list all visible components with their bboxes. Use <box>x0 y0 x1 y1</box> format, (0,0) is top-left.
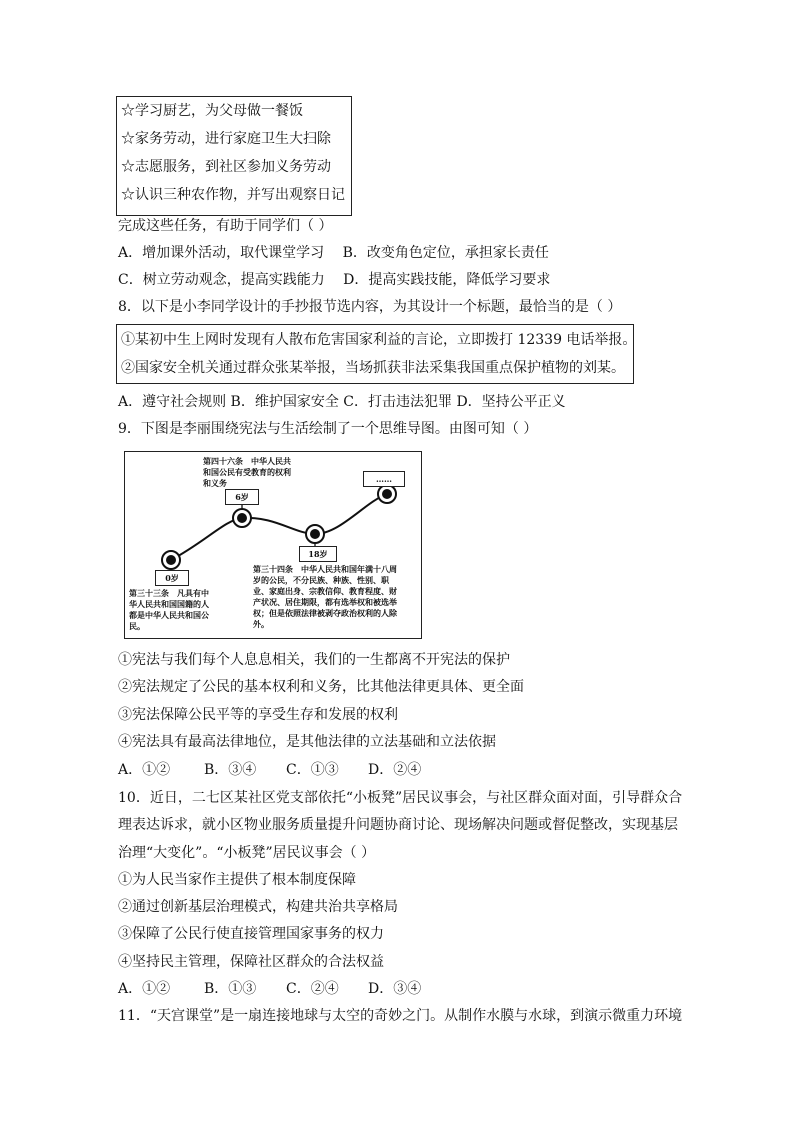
q9-choice-c: C．①③ <box>286 762 339 778</box>
q11-stem-line-1: 11．“天宫课堂”是一扇连接地球与太空的奇妙之门。从制作水膜与水球，到演示微重力环境 <box>118 1008 683 1024</box>
excerpt-item: ①某初中生上网时发现有人散布危害国家利益的言论，立即拨打 12339 电话举报。 <box>121 332 637 348</box>
task-item: ☆认识三种农作物，并写出观察日记 <box>121 187 345 203</box>
q10-item: ④坚持民主管理，保障社区群众的合法权益 <box>118 954 384 970</box>
q9-choice-b: B．③④ <box>204 762 257 778</box>
q10-stem-line-2: 理表达诉求，就小区物业服务质量提升问题协商讨论、现场解决问题或督促整改，实现基层 <box>118 817 678 833</box>
article-46-text: 第四十六条 中华人民共和国公民有受教育的权利和义务 <box>203 456 291 488</box>
q10-choices <box>118 979 421 999</box>
excerpt-item: ②国家安全机关通过群众张某举报，当场抓获非法采集我国重点保护植物的刘某。 <box>121 360 625 376</box>
q7-stem: 完成这些任务，有助于同学们（ ） <box>118 218 333 234</box>
newspaper-excerpt-box <box>116 324 637 384</box>
q9-item: ②宪法规定了公民的基本权利和义务，比其他法律更具体、更全面 <box>118 679 524 695</box>
q10-choice-a: A．①② <box>118 981 171 997</box>
q8-stem: 8．以下是小李同学设计的手抄报节选内容，为其设计一个标题，最恰当的是（ ） <box>118 299 622 315</box>
q9-item: ④宪法具有最高法律地位，是其他法律的立法基础和立法依据 <box>118 734 496 750</box>
q10-item: ①为人民当家作主提供了根本制度保障 <box>118 872 356 888</box>
constitution-mind-map <box>124 451 422 639</box>
q7-option-c: C．树立劳动观念，提高实践能力 <box>118 272 325 288</box>
article-33-text: 第三十三条 凡具有中华人民共和国国籍的人都是中华人民共和国公民。 <box>129 588 209 631</box>
task-list-box <box>116 96 352 216</box>
age-6-label: 6岁 <box>225 489 259 505</box>
q10-choice-c: C．②④ <box>286 981 339 997</box>
task-item: ☆家务劳动，进行家庭卫生大扫除 <box>121 131 331 147</box>
task-item: ☆学习厨艺，为父母做一餐饭 <box>121 103 303 119</box>
q9-choice-d: D．②④ <box>368 762 422 778</box>
q10-stem-line-1: 10．近日，二七区某社区党支部依托“小板凳”居民议事会，与社区群众面对面，引导群众合 <box>118 790 683 806</box>
task-item: ☆志愿服务，到社区参加义务劳动 <box>121 159 331 175</box>
q8-options: A．遵守社会规则 B．维护国家安全 C．打击违法犯罪 D．坚持公平正义 <box>118 394 566 410</box>
q9-item: ①宪法与我们每个人息息相关，我们的一生都离不开宪法的保护 <box>118 652 510 668</box>
q7-options-row-1 <box>118 243 549 263</box>
q9-stem: 9．下图是李丽围绕宪法与生活绘制了一个思维导图。由图可知（ ） <box>118 421 538 437</box>
q10-choice-d: D．③④ <box>368 981 422 997</box>
more-label: …… <box>363 471 405 487</box>
q10-item: ③保障了公民行使直接管理国家事务的权力 <box>118 926 384 942</box>
q10-choice-b: B．①③ <box>204 981 257 997</box>
q9-choice-a: A．①② <box>118 762 171 778</box>
q10-stem-line-3: 治理“大变化”。“小板凳”居民议事会（ ） <box>118 845 376 861</box>
age-0-label: 0岁 <box>155 570 189 586</box>
age-18-label: 18岁 <box>299 546 337 562</box>
q7-option-b: B．改变角色定位，承担家长责任 <box>342 245 549 261</box>
q10-item: ②通过创新基层治理模式，构建共治共享格局 <box>118 899 398 915</box>
q9-item: ③宪法保障公民平等的享受生存和发展的权利 <box>118 707 398 723</box>
article-34-text: 第三十四条 中华人民共和国年满十八周岁的公民，不分民族、种族、性别、职业、家庭出身、宗教信仰、教育程度、财产状况、居住期限，都有选举权和被选举权；但是依照法律被剥夺政治权利的人除外。 <box>253 564 397 629</box>
q9-choices <box>118 760 421 780</box>
q7-options-row-2 <box>118 270 550 290</box>
q7-option-d: D．提高实践技能，降低学习要求 <box>343 272 551 288</box>
q7-option-a: A．增加课外活动，取代课堂学习 <box>118 245 325 261</box>
